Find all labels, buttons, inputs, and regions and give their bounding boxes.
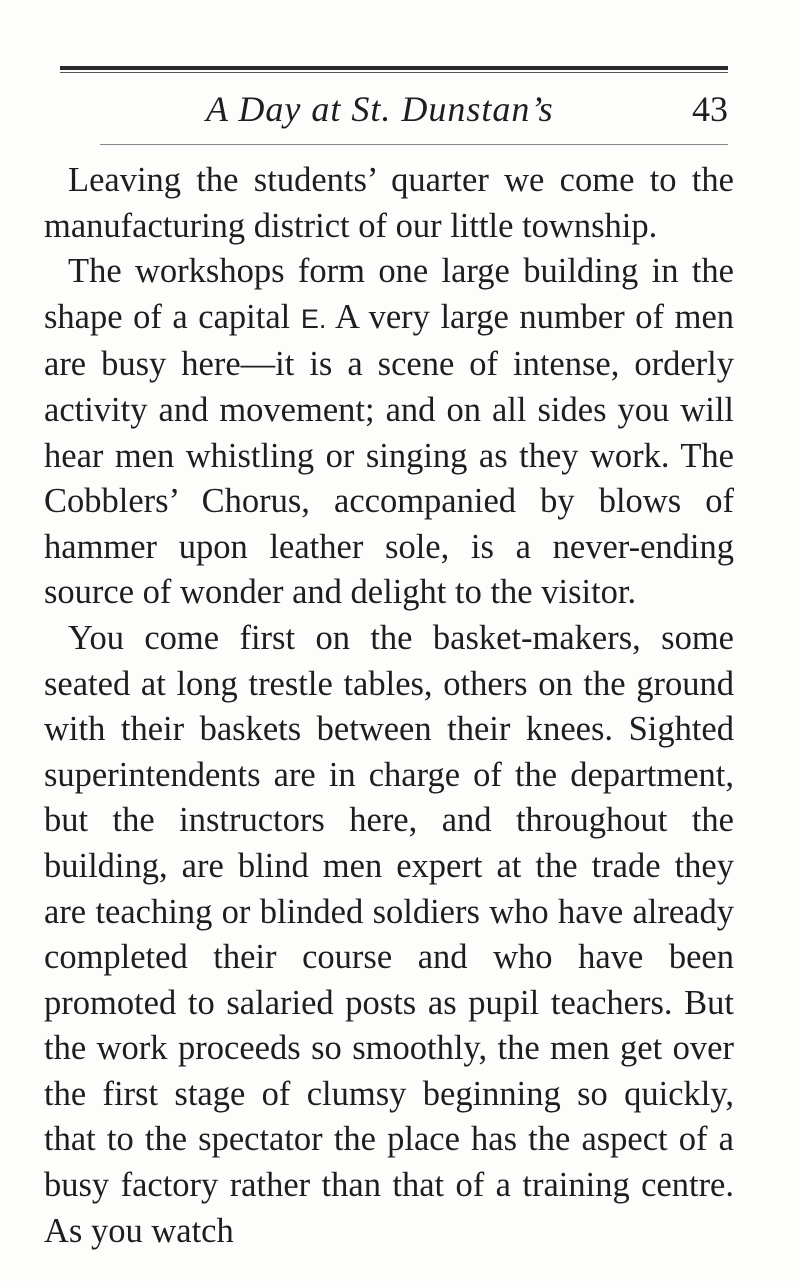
top-rule-thin: [60, 72, 728, 73]
capital-letter: E.: [300, 303, 327, 334]
running-title: A Day at St. Dunstan’s: [206, 89, 554, 129]
paragraph-2: [44, 249, 734, 616]
paragraph-2-start: The workshops form one large building in the shape of a capital: [44, 252, 734, 336]
running-head: [60, 88, 728, 132]
page-number: 43: [692, 89, 728, 129]
body-text: [44, 158, 734, 1254]
paragraph-3: You come first on the basket-makers, some seated at long trestle tables, others on the ground with their baskets between their knees. Sighted superintendents are in charge of the department, but the instructors here, and throughout the building, are blind men expert at the trade they are teaching or blinded soldiers who have already completed their course and who have been promoted to salaried posts as pupil teachers. But the work proceeds so smoothly, the men get over the first stage of clumsy beginning so quickly, that to the spectator the place has the aspect of a busy factory rather than that of a training centre. As you watch: [44, 618, 734, 1250]
paragraph-1: Leaving the students’ quarter we come to the manufacturing district of our little township.: [44, 161, 734, 245]
top-rule: [60, 66, 728, 70]
head-rule: [100, 144, 728, 145]
paragraph-2-end: A very large number of men are busy here—it is a scene of intense, orderly activity and movement; and on all sides you will hear men whistling or singing as they work. The Cobblers’ Chorus, accompanied by blows of hammer upon leather sole, is a never-ending source of wonder and delight to the visitor.: [44, 297, 735, 612]
